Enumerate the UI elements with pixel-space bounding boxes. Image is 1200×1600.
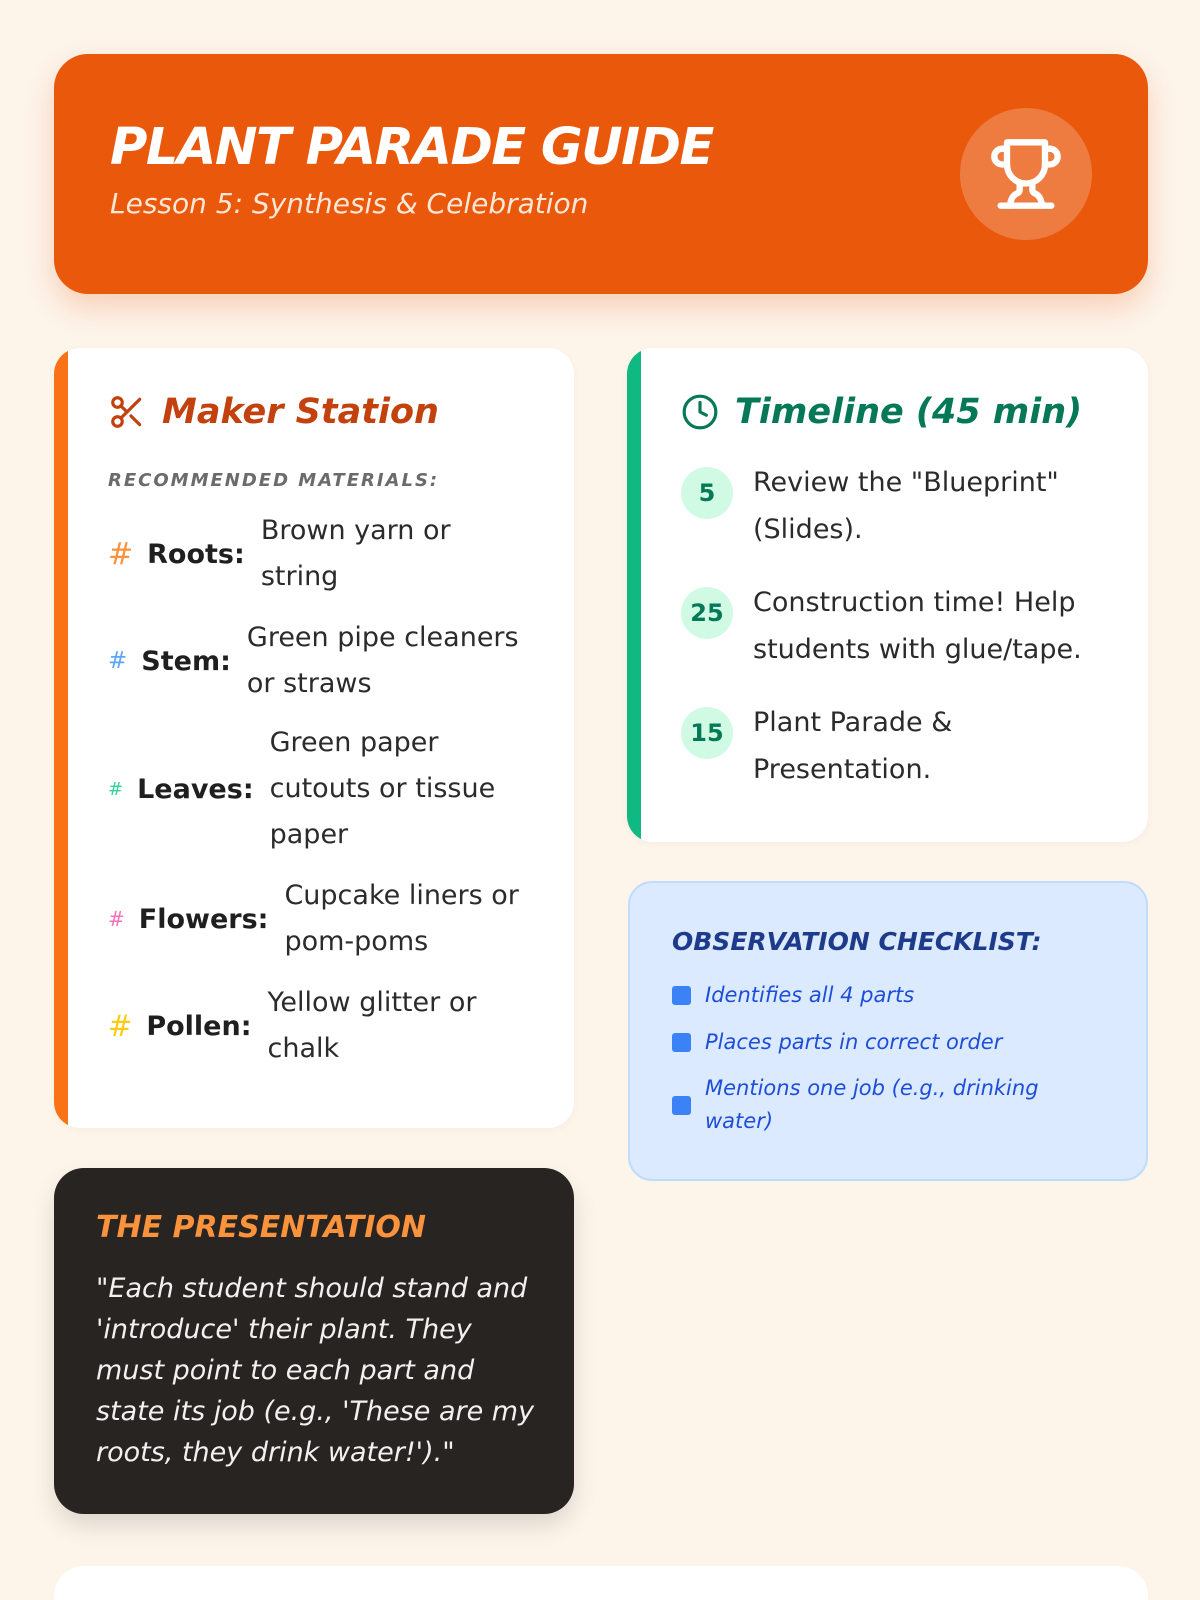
step-minutes-badge: 25 (681, 587, 733, 639)
bottom-card (54, 1566, 1148, 1600)
trophy-badge (960, 108, 1092, 240)
hash-icon: # (108, 778, 124, 800)
checklist-item-text: Places parts in correct order (705, 1030, 1003, 1054)
maker-station-card (54, 348, 574, 1128)
material-description: Green pipe cleaners or straws (246, 622, 519, 699)
checkbox-square-icon (672, 1033, 691, 1052)
timeline-step (681, 587, 1101, 673)
material-name: Pollen: (146, 1010, 252, 1042)
observation-checklist (628, 881, 1148, 1181)
material-description: Brown yarn or string (260, 515, 451, 592)
presentation-quote: "Each student should stand and 'introduce' their plant. They must point to each part and state its job (e.g., 'These are my roots, they drink water!')." (96, 1273, 535, 1468)
step-minutes-badge: 15 (681, 707, 733, 759)
hash-icon: # (108, 907, 125, 931)
checklist-item-text: Mentions one job (e.g., drinking water) (705, 1076, 1039, 1133)
timeline-step (681, 707, 1101, 793)
hash-icon: # (108, 648, 128, 674)
material-name: Stem: (141, 645, 231, 677)
timeline-title: Timeline (45 min) (735, 392, 1083, 432)
clock-icon (681, 393, 719, 431)
maker-station-heading (108, 392, 439, 432)
scissors-icon (108, 393, 146, 431)
material-name: Leaves: (137, 773, 254, 805)
checklist-item (672, 1026, 1072, 1059)
checklist-item-text: Identifies all 4 parts (705, 983, 915, 1007)
presentation-card (54, 1168, 574, 1514)
material-item-pollen (108, 980, 528, 1072)
step-text: Construction time! Help students with glue/tape. (753, 587, 1082, 665)
maker-station-accent-bar (54, 348, 68, 1128)
timeline-heading (681, 392, 1082, 432)
step-text: Plant Parade & Presentation. (753, 707, 953, 785)
material-name: Roots: (147, 538, 245, 570)
page-subtitle: Lesson 5: Synthesis & Celebration (110, 187, 589, 220)
checklist-item (672, 1072, 1072, 1138)
timeline-step (681, 467, 1101, 553)
materials-label: RECOMMENDED MATERIALS: (108, 470, 440, 491)
timeline-card (627, 348, 1148, 842)
maker-station-title: Maker Station (162, 392, 439, 432)
header-banner (54, 54, 1148, 294)
material-description: Green paper cutouts or tissue paper (269, 727, 496, 850)
material-name: Flowers: (138, 903, 269, 935)
page-title: PLANT PARADE GUIDE (110, 118, 713, 177)
step-minutes-badge: 5 (681, 467, 733, 519)
checkbox-square-icon (672, 986, 691, 1005)
material-description: Yellow glitter or chalk (267, 987, 477, 1064)
step-text: Review the "Blueprint" (Slides). (753, 467, 1059, 545)
presentation-title: THE PRESENTATION (96, 1210, 427, 1245)
timeline-accent-bar (627, 348, 641, 842)
checklist-title: OBSERVATION CHECKLIST: (672, 927, 1042, 956)
material-description: Cupcake liners or pom-poms (284, 880, 519, 957)
hash-icon: # (108, 536, 134, 572)
checklist-item (672, 979, 1072, 1012)
material-item-leaves (108, 720, 528, 858)
material-item-roots (108, 508, 528, 600)
material-item-stem (108, 615, 528, 707)
trophy-icon (988, 136, 1064, 212)
hash-icon: # (108, 1009, 133, 1043)
material-item-flowers (108, 873, 528, 965)
checkbox-square-icon (672, 1096, 691, 1115)
